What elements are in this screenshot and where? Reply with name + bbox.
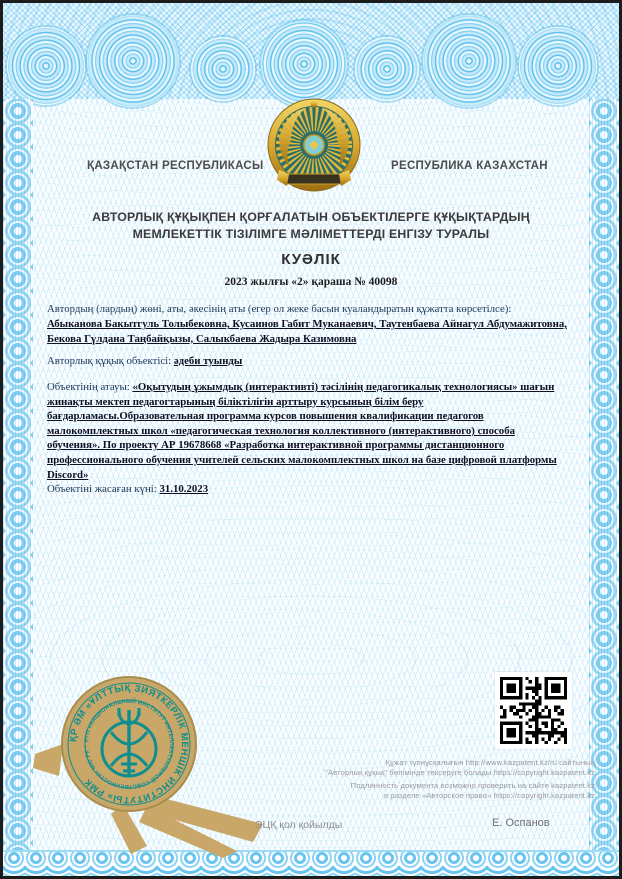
kazakhstan-coat-of-arms-icon <box>265 96 363 202</box>
qr-code <box>495 672 572 749</box>
authors-label: Автордың (лардың) жөні, аты, әкесінің аты (егер ол жеке басын куаландыратын құжатта көрсетілсе): <box>47 303 512 315</box>
object-name-label: Объектінің атауы: <box>47 381 130 393</box>
digital-signature-note: ЭЦҚ қол қойылды <box>255 819 343 831</box>
object-type-label: Авторлық құқық объектісі: <box>47 355 172 367</box>
seal-inner-ring-text: РГП «НАЦИОНАЛЬНЫЙ ИНСТИТУТ ИНТЕЛЛЕКТУАЛЬНОЙ СОБСТВЕННОСТИ» МЮ РК * <box>84 698 175 790</box>
niis-institute-seal <box>27 646 275 861</box>
verify-ru-line2: в разделе «Авторское право» https://copyright.kazpatent.kz <box>384 790 595 800</box>
creation-date-label: Объектіні жасаған күні: <box>47 483 157 495</box>
country-name-russian: РЕСПУБЛИКА КАЗАХСТАН <box>391 160 548 172</box>
certificate-date-number: 2023 жылғы «2» қараша № 40098 <box>224 276 398 288</box>
document-type-heading: КУӘЛІК <box>281 251 341 268</box>
signatory-name: Е. Оспанов <box>492 817 550 829</box>
country-name-kazakh: ҚАЗАҚСТАН РЕСПУБЛИКАСЫ <box>87 160 264 172</box>
object-name-value: «Оқытудың ұжымдық (интерактивті) тәсілінің педагогикалық технологиясы» шағын жинақты мектеп педагогтарының біліктілігін арттыру курсының білім беру бағдарламасы.Образовательная программа курсов повышения квалификации педагогов малокомплектных школ «педагогическая технология коллективного (интерактивного) способа обучения». По проекту АР 19678668 «Разработка интерактивной программы дистанционного профессионального обучения учителей сельских малокомплектных школ на базе цифровой платформы Discord» <box>47 381 557 481</box>
verify-kk-line2: "Авторлық құқық" бөлімінде тексеруге болады https://copyright.kazpatent.kz <box>325 767 595 777</box>
verify-kk-line1: Құжат түпнұсқалығын http://www.kazpatent.kz/ru сайтының <box>385 758 595 767</box>
certificate-title-line2: МЕМЛЕКЕТТІК ТІЗІЛІМГЕ МӘЛІМЕТТЕРДІ ЕНГІЗУ ТУРАЛЫ <box>132 227 490 241</box>
object-type-value: әдеби туынды <box>173 355 243 367</box>
verification-note <box>295 758 595 804</box>
verify-ru-line1: Подлинность документа возможно проверить на сайте kazpatent.kz <box>350 781 595 791</box>
authors-value: Абыканова Бакытгуль Толыбековна, Кусаинов Габит Муканаевич, Таутенбаева Айнагул Абдумажитовна, Бекова Гүлдана Таңбайқызы, Салыкбаева Жадыра Казимовна <box>47 318 567 345</box>
seal-outer-ring-text: ҚР ӘМ «ҰЛТТЫҚ ЗИЯТКЕРЛІК МЕНШІК ИНСТИТУТЫ» РМК <box>66 681 192 807</box>
certificate-title-line1: АВТОРЛЫҚ ҚҰҚЫҚПЕН ҚОРҒАЛАТЫН ОБЪЕКТІЛЕРГЕ ҚҰҚЫҚТАРДЫҢ <box>92 210 530 224</box>
creation-date-value: 31.10.2023 <box>159 483 209 495</box>
